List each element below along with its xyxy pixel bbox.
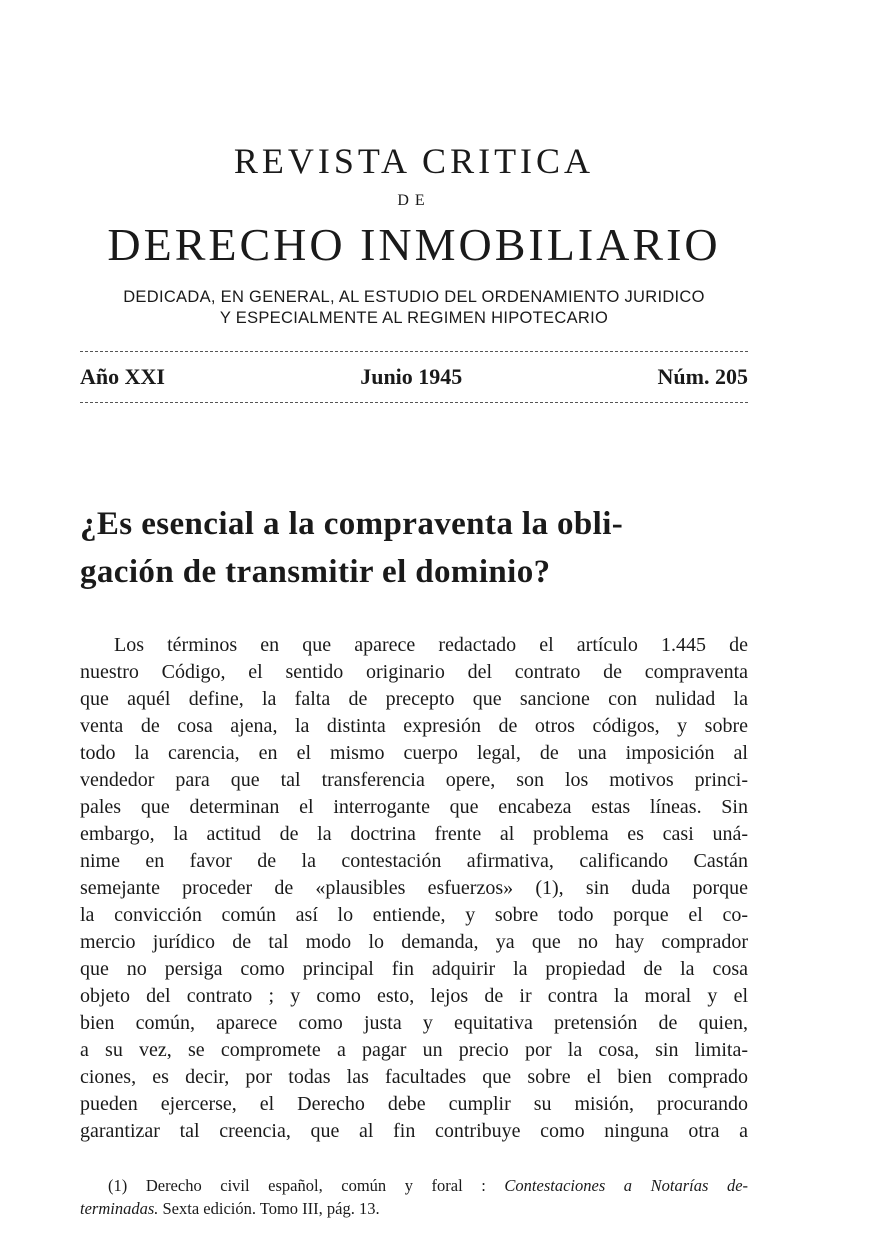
body-line: mercio jurídico de tal modo lo demanda, ya que no hay comprador — [80, 931, 748, 953]
body-line: pueden ejercerse, el Derecho debe cumplir su misión, procurando — [80, 1093, 748, 1115]
body-line: pales que determinan el interrogante que encabeza estas líneas. Sin — [80, 796, 748, 818]
article-title-line-1: ¿Es esencial a la compraventa la obli- — [80, 506, 624, 542]
body-line: venta de cosa ajena, la distinta expresión de otros códigos, y sobre — [80, 715, 748, 737]
rule-top — [80, 351, 748, 352]
article-title-line-2: gación de transmitir el dominio? — [80, 554, 551, 590]
rule-bottom — [80, 402, 748, 403]
body-line: embargo, la actitud de la doctrina frente al problema es casi uná- — [80, 823, 748, 845]
body-line: nime en favor de la contestación afirmativa, calificando Castán — [80, 850, 748, 872]
issue-year: Año XXI — [80, 364, 165, 389]
journal-title-connector: DE — [397, 192, 431, 209]
footnote-text: Derecho civil español, común y foral : — [145, 1176, 486, 1195]
journal-subtitle — [80, 287, 748, 329]
issue-date: Junio 1945 — [360, 364, 463, 389]
footnote-citation: Sexta edición. Tomo III, pág. 13. — [162, 1199, 380, 1218]
body-line: todo la carencia, en el mismo cuerpo legal, de una imposición al — [80, 742, 748, 764]
body-line: vendedor para que tal transferencia opere, son los motivos princi- — [80, 769, 748, 791]
body-line: bien común, aparece como justa y equitativa pretensión de quien, — [80, 1012, 748, 1034]
journal-subtitle-line-1: DEDICADA, EN GENERAL, AL ESTUDIO DEL ORDENAMIENTO JURIDICO — [123, 288, 705, 306]
footnote-italic-title-end: terminadas. — [80, 1199, 159, 1218]
body-line: Los términos en que aparece redactado el artículo 1.445 de — [114, 634, 748, 656]
footnote-line-1 — [80, 1174, 748, 1197]
footnote-italic-title: Contestaciones a Notarías de- — [504, 1176, 749, 1195]
article-title — [80, 500, 752, 596]
article-body — [80, 632, 748, 1145]
body-line: nuestro Código, el sentido originario del contrato de compraventa — [80, 661, 748, 683]
body-line: garantizar tal creencia, que al fin contribuye como ninguna otra a — [80, 1120, 748, 1142]
footnote-marker: (1) — [108, 1176, 128, 1195]
body-line: ciones, es decir, por todas las facultades que sobre el bien comprado — [80, 1066, 748, 1088]
body-line: que no persiga como principal fin adquirir la propiedad de la cosa — [80, 958, 748, 980]
body-line: objeto del contrato ; y como esto, lejos de ir contra la moral y el — [80, 985, 748, 1007]
body-line: la convicción común así lo entiende, y sobre todo porque el co- — [80, 904, 748, 926]
issue-info — [80, 364, 748, 390]
body-line: semejante proceder de «plausibles esfuerzos» (1), sin duda porque — [80, 877, 748, 899]
body-line: que aquél define, la falta de precepto que sancione con nulidad la — [80, 688, 748, 710]
footnote-line-2 — [80, 1197, 748, 1220]
journal-name: DERECHO INMOBILIARIO — [107, 219, 721, 270]
body-line: a su vez, se compromete a pagar un precio por la cosa, sin limita- — [80, 1039, 748, 1061]
journal-subtitle-line-2: Y ESPECIALMENTE AL REGIMEN HIPOTECARIO — [219, 309, 609, 327]
issue-number: Núm. 205 — [657, 364, 748, 389]
footnote — [80, 1174, 748, 1220]
journal-title: REVISTA CRITICA — [233, 141, 595, 181]
